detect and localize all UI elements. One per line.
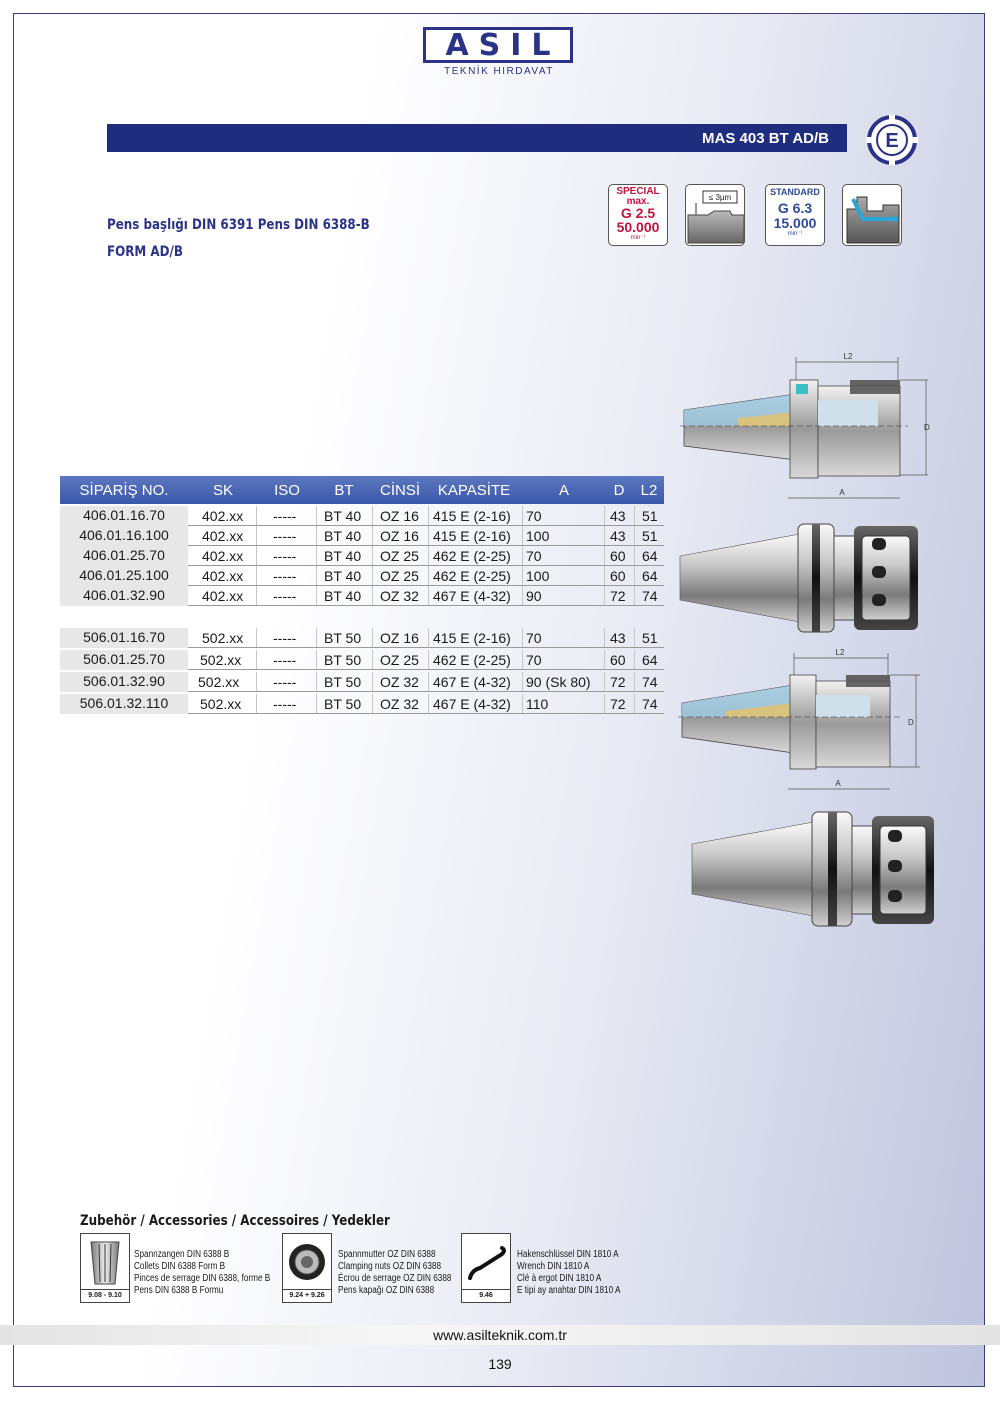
dim-l2-label: L2 [843,352,853,361]
order-no: 406.01.25.100 [60,566,188,586]
collet-icon [81,1234,129,1290]
order-no: 506.01.32.110 [60,694,188,714]
e-badge-letter: E [885,130,899,152]
bt: BT 50 [324,674,362,690]
standard-balance-box [765,184,825,246]
col-header-capacity: KAPASİTE [437,482,511,499]
subtitle-line-1: Pens başlığı DIN 6391 Pens DIN 6388-B [107,217,370,233]
collet-type: OZ 25 [380,652,419,668]
capacity: 462 E (2-25) [433,652,511,668]
sk: 402.xx [202,568,244,584]
table-row [60,628,664,648]
standard-unit: min⁻¹ [787,231,803,237]
sk: 402.xx [202,508,244,524]
iso: ----- [273,568,297,584]
dim-l2-label-2: L2 [835,648,845,657]
accessory-collet-text [134,1249,270,1297]
product-title-bar [107,124,847,152]
bt: BT 40 [324,568,362,584]
wrench-ref: 9.46 [462,1289,510,1302]
collet-type: OZ 16 [380,528,419,544]
col-header-sk: SK [212,482,233,499]
capacity: 415 E (2-16) [433,630,511,646]
coolant-box [842,184,902,246]
col-header-d: D [613,482,625,499]
bt: BT 40 [324,508,362,524]
col-header-order-no: SİPARİŞ NO. [79,482,169,499]
sk: 502.xx [200,652,242,668]
special-unit: min⁻¹ [630,235,646,241]
capacity: 415 E (2-16) [433,508,511,524]
special-balance-box [608,184,668,246]
dim-a: 90 [526,588,542,604]
product-title: MAS 403 BT AD/B [702,130,829,147]
dim-l2: 64 [642,652,658,668]
table-row [60,506,664,526]
bt50-holder-render [688,808,938,930]
bt: BT 40 [324,528,362,544]
iso: ----- [273,588,297,604]
table-row [60,694,664,714]
wrench-line-en: Wrench DIN 1810 A [517,1261,590,1272]
wrench-line-fr: Clé à ergot DIN 1810 A [517,1273,602,1284]
table-row [60,566,664,586]
clamping-nut-icon [283,1234,331,1290]
product-subtitle [107,212,370,266]
col-header-l2: L2 [640,482,658,499]
capacity: 462 E (2-25) [433,548,511,564]
coolant-icon [843,185,902,246]
order-no: 406.01.25.70 [60,546,188,566]
dim-l2: 74 [642,674,658,690]
order-no: 506.01.32.90 [60,672,188,692]
bt: BT 50 [324,630,362,646]
capacity: 467 E (4-32) [433,696,511,712]
iso: ----- [273,630,297,646]
nut-line-fr: Écrou de serrage OZ DIN 6388 [338,1273,452,1284]
dim-a: 100 [526,528,550,544]
order-no: 406.01.32.90 [60,586,188,606]
sk: 502.xx [198,674,240,690]
company-logo [423,27,575,81]
collet-type: OZ 16 [380,508,419,524]
collet-line-de: Spannzangen DIN 6388 B [134,1249,230,1260]
col-header-a: A [558,482,569,499]
special-max: max. [626,196,650,207]
dim-d: 60 [610,548,626,564]
bt: BT 40 [324,548,362,564]
iso: ----- [273,696,297,712]
col-header-iso: ISO [274,482,300,499]
special-grade: G 2.5 [620,205,656,221]
dim-l2: 51 [642,508,658,524]
accessory-clamping-nut[interactable] [282,1233,332,1303]
collet-type: OZ 32 [380,674,419,690]
iso: ----- [273,528,297,544]
capacity: 415 E (2-16) [433,528,511,544]
table-row [60,526,664,546]
bt40-holder-render [676,518,926,638]
dim-d: 43 [610,508,626,524]
iso: ----- [273,508,297,524]
bt50-section-drawing [676,645,938,793]
dim-d: 43 [610,630,626,646]
collet-line-tr: Pens DIN 6388 B Formu [134,1285,224,1296]
dim-d: 72 [610,588,626,604]
dim-l2: 64 [642,548,658,564]
bt40-section-drawing [678,350,938,500]
accessories-title: Zubehör / Accessories / Accessoires / Yedekler [80,1213,390,1229]
collet-line-en: Collets DIN 6388 Form B [134,1261,226,1272]
dim-a: 100 [526,568,550,584]
iso: ----- [273,674,297,690]
runout-label: ≤ 3µm [708,193,732,202]
accessory-clamping-nut-text [338,1249,451,1297]
dim-a: 110 [526,696,549,712]
table-row [60,546,664,566]
iso: ----- [273,548,297,564]
dim-d: 72 [610,696,626,712]
order-no: 406.01.16.70 [60,506,188,526]
table-row [60,586,664,606]
wrench-line-tr: E tipi ay anahtar DIN 1810 A [517,1285,621,1296]
sk: 502.xx [200,696,242,712]
standard-grade: G 6.3 [777,200,813,216]
table-row [60,650,664,670]
standard-label: STANDARD [770,187,820,197]
table-row [60,672,664,692]
website-link[interactable]: www.asilteknik.com.tr [433,1327,567,1343]
logo-name: ASIL [445,27,561,63]
nut-line-de: Spannmutter OZ DIN 6388 [338,1249,436,1260]
table-header [60,476,664,504]
wrench-line-de: Hakenschlüssel DIN 1810 A [517,1249,619,1260]
bt: BT 50 [324,696,362,712]
order-no: 406.01.16.100 [60,526,188,546]
sk: 502.xx [202,630,244,646]
runout-box [685,184,745,246]
dim-a: 70 [526,548,542,564]
collet-ref: 9.08 - 9.10 [81,1289,129,1302]
dim-d: 60 [610,652,626,668]
collet-type: OZ 32 [380,588,419,604]
sk: 402.xx [202,548,244,564]
page-number: 139 [488,1356,512,1372]
dim-l2: 74 [642,696,658,712]
dim-d: 60 [610,568,626,584]
subtitle-line-2: FORM AD/B [107,244,183,260]
collet-type: OZ 32 [380,696,419,712]
capacity: 467 E (4-32) [433,588,511,604]
order-no: 506.01.16.70 [60,628,188,648]
capacity: 462 E (2-25) [433,568,511,584]
logo-subtitle: TEKNİK HIRDAVAT [444,66,554,77]
accessory-wrench-text [517,1249,620,1297]
dim-a-label: A [839,488,845,497]
dim-l2: 74 [642,588,658,604]
wrench-icon [462,1234,510,1290]
runout-icon [686,185,745,246]
dim-d: 72 [610,674,626,690]
dim-a: 90 (Sk 80) [526,674,591,690]
iso: ----- [273,652,297,668]
dim-l2: 51 [642,630,658,646]
dim-d: 43 [610,528,626,544]
dim-l2: 51 [642,528,658,544]
dim-a-label-2: A [835,779,841,788]
standard-rpm: 15.000 [773,215,817,231]
capacity: 467 E (4-32) [433,674,511,690]
dim-a: 70 [526,652,542,668]
nut-line-tr: Pens kapağı OZ DIN 6388 [338,1285,435,1296]
e-circle-badge-icon [864,114,920,166]
bt: BT 40 [324,588,362,604]
nut-line-en: Clamping nuts OZ DIN 6388 [338,1261,442,1272]
dim-d-label-2: D [908,718,914,727]
special-rpm: 50.000 [616,219,660,235]
sk: 402.xx [202,588,244,604]
collet-line-fr: Pinces de serrage DIN 6388, forme B [134,1273,271,1284]
accessory-collet[interactable] [80,1233,130,1303]
logo-box [423,27,573,63]
collet-type: OZ 25 [380,568,419,584]
clamping-nut-ref: 9.24 + 9.26 [283,1289,331,1302]
order-no: 506.01.25.70 [60,650,188,670]
dim-a: 70 [526,508,542,524]
dim-a: 70 [526,630,542,646]
special-label: SPECIAL [616,186,660,197]
collet-type: OZ 16 [380,630,419,646]
col-header-type: CİNSİ [379,482,420,499]
accessory-wrench[interactable] [461,1233,511,1303]
sk: 402.xx [202,528,244,544]
bt: BT 50 [324,652,362,668]
col-header-bt: BT [334,482,354,499]
dim-l2: 64 [642,568,658,584]
collet-type: OZ 25 [380,548,419,564]
dim-d-label: D [924,423,930,432]
